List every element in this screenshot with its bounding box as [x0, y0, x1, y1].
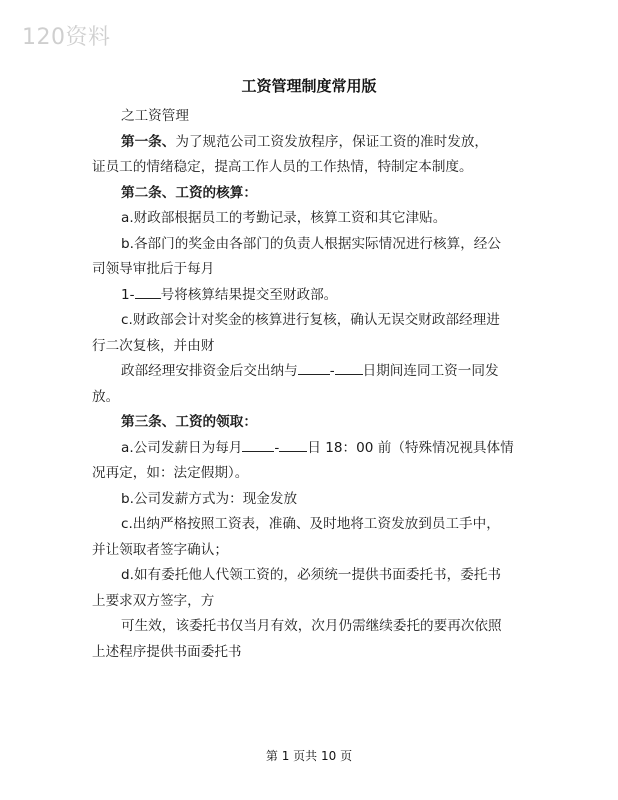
text-fragment: 日期间连同工资一同发放。: [92, 363, 499, 405]
document-title: 工资管理制度常用版: [241, 77, 377, 95]
fill-blank: [279, 436, 307, 452]
article-3-heading: 第三条、工资的领取：: [121, 414, 257, 430]
article-2-item-c: c.财政部会计对奖金的核算进行复核，确认无误交财政部经理进: [121, 312, 500, 328]
fill-blank: [298, 359, 330, 375]
article-3-item-c-cont: 并让领取者签字确认；: [92, 541, 228, 558]
text-fragment: -: [329, 363, 335, 379]
article-2-item-c-cont: 行二次复核，并由财: [92, 337, 215, 354]
text-fragment: 日 18：00 前（特殊情况视具体情: [307, 439, 514, 456]
article-2-item-b-cont: 司领导审批后于每月: [92, 261, 215, 277]
article-2-item-b-line3: [92, 283, 522, 309]
article-3-item-c: c.出纳严格按照工资表，准确、及时地将工资发放到员工手中，: [121, 516, 500, 532]
text-fragment: a.公司发薪日为每月: [121, 439, 243, 456]
article-1-continuation: 证员工的情绪稳定，提高工作人员的工作热情，特制定本制度。: [92, 159, 473, 175]
text-fragment: 政部经理安排资金后交出纳与: [121, 363, 298, 379]
article-2-item-b: b.各部门的奖金由各部门的负责人根据实际情况进行核算，经公: [121, 235, 501, 252]
article-3-item-d-cont: 上要求双方签字，方: [92, 592, 215, 609]
article-3-item-b: b.公司发薪方式为：现金发放: [121, 490, 298, 507]
text-fragment: -: [274, 439, 280, 456]
article-3-item-e-cont: 上述程序提供书面委托书: [92, 643, 242, 660]
text-fragment: 号将核算结果提交至财政部。: [160, 286, 338, 303]
article-1-heading: 第一条、: [121, 133, 176, 150]
article-1-text: 为了规范公司工资发放程序，保证工资的准时发放，: [175, 133, 489, 150]
article-3-item-a: [92, 436, 522, 462]
document-body: [92, 104, 522, 665]
intro-line: 之工资管理: [121, 108, 189, 124]
article-3-item-e: 可生效，该委托书仅当月有效，次月仍需继续委托的要再次依照: [121, 618, 502, 634]
fill-blank: [135, 283, 161, 299]
fill-blank: [335, 359, 363, 375]
article-1: [92, 130, 522, 156]
article-3-item-a-cont: 况再定，如：法定假期）。: [92, 465, 249, 481]
page-footer: 第 1 页共 10 页: [265, 749, 353, 763]
article-3-item-d: d.如有委托他人代领工资的，必须统一提供书面委托书，委托书: [121, 567, 501, 583]
text-fragment: 1-: [121, 286, 135, 303]
article-2-heading: 第二条、工资的核算：: [121, 184, 257, 201]
article-2-item-c-line3: [92, 359, 522, 410]
article-2-item-a: a.财政部根据员工的考勤记录，核算工资和其它津贴。: [121, 210, 447, 226]
watermark: 120资料: [22, 25, 111, 50]
fill-blank: [242, 436, 274, 452]
